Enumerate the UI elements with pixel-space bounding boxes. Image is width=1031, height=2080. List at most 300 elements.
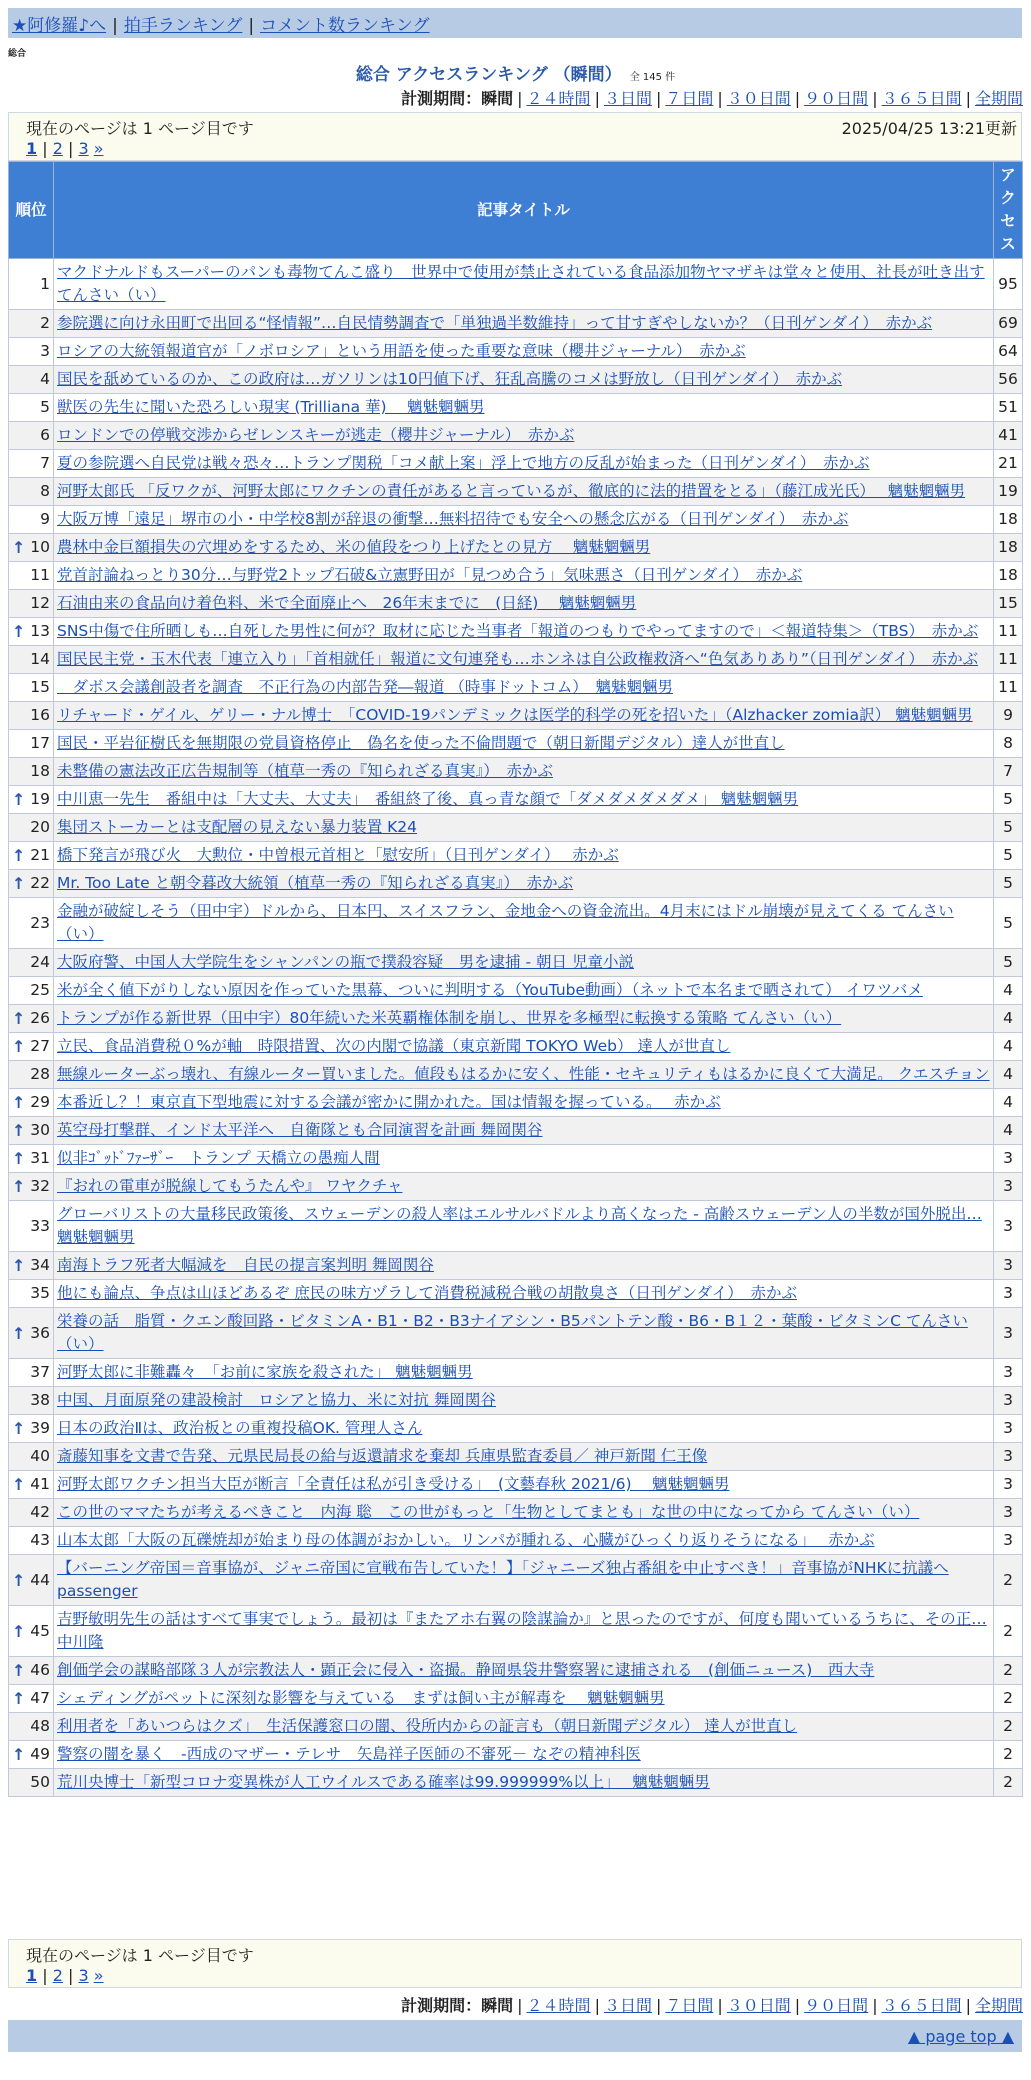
table-row bbox=[9, 1713, 1023, 1741]
table-row bbox=[9, 702, 1023, 730]
article-title-link[interactable]: 金融が破綻しそう（田中宇）ドルから、日本円、スイスフラン、金地金への資金流出。4月末にはドル崩壊が見えてくる てんさい（い） bbox=[57, 902, 954, 943]
period-separator: | bbox=[872, 1996, 878, 2015]
rank-cell bbox=[9, 758, 54, 786]
rank-number: 24 bbox=[30, 953, 50, 971]
period-option-link[interactable]: ９０日間 bbox=[804, 89, 869, 108]
title-cell bbox=[54, 702, 994, 730]
period-separator: | bbox=[594, 89, 600, 108]
access-count: 21 bbox=[994, 450, 1023, 478]
access-count: 5 bbox=[994, 786, 1023, 814]
rank-cell bbox=[9, 590, 54, 618]
table-row bbox=[9, 1415, 1023, 1443]
access-count: 5 bbox=[994, 870, 1023, 898]
rank-number: 39 bbox=[30, 1419, 50, 1437]
rank-cell bbox=[9, 1769, 54, 1797]
table-row bbox=[9, 646, 1023, 674]
period-separator: | bbox=[965, 89, 971, 108]
table-row bbox=[9, 259, 1023, 310]
article-title-link[interactable]: 『おれの電車が脱線してもうたんや』 ワヤクチャ bbox=[57, 1177, 403, 1195]
rank-up-arrow-icon: ↑ bbox=[12, 1621, 26, 1641]
access-count: 4 bbox=[994, 1033, 1023, 1061]
article-title-link[interactable]: 似非ｺﾞｯﾄﾞﾌｧｰｻﾞｰ トランプ 天橋立の愚痴人間 bbox=[57, 1149, 380, 1167]
rank-cell bbox=[9, 478, 54, 506]
rank-cell bbox=[9, 870, 54, 898]
col-header-access: アクセス bbox=[994, 162, 1023, 259]
period-option-link[interactable]: ２４時間 bbox=[526, 89, 591, 108]
period-separator: | bbox=[965, 1996, 971, 2015]
article-title-link[interactable]: 山本太郎「大阪の瓦礫焼却が始まり母の体調がおかしい。リンパが腫れる、心臓がひっくり返りそうになる」 赤かぶ bbox=[57, 1531, 875, 1549]
rank-number: 10 bbox=[30, 538, 50, 556]
access-count: 9 bbox=[994, 702, 1023, 730]
article-title-link[interactable]: 中川恵一先生 番組中は「大丈夫、大丈夫」 番組終了後、真っ青な顔で「ダメダメダメダメ」 魑魅魍魎男 bbox=[57, 790, 799, 808]
rank-number: 43 bbox=[30, 1531, 50, 1549]
rank-number: 40 bbox=[30, 1447, 50, 1465]
article-title-link[interactable]: 獣医の先生に聞いた恐ろしい現実 (Trilliana 華) 魑魅魍魎男 bbox=[57, 398, 485, 416]
rank-cell bbox=[9, 1499, 54, 1527]
table-row bbox=[9, 898, 1023, 949]
rank-cell bbox=[9, 1606, 54, 1657]
rank-number: 50 bbox=[30, 1773, 50, 1791]
rank-cell bbox=[9, 394, 54, 422]
top-nav-bar bbox=[8, 8, 1022, 38]
rank-cell bbox=[9, 310, 54, 338]
page-separator: | bbox=[62, 139, 79, 158]
table-row bbox=[9, 562, 1023, 590]
article-title-link[interactable]: ダボス会議創設者を調査 不正行為の内部告発―報道 （時事ドットコム） 魑魅魍魎男 bbox=[57, 678, 673, 696]
rank-number: 28 bbox=[30, 1065, 50, 1083]
rank-number: 19 bbox=[30, 790, 50, 808]
rank-number: 18 bbox=[30, 762, 50, 780]
table-row bbox=[9, 534, 1023, 562]
table-row bbox=[9, 870, 1023, 898]
clap-ranking-link[interactable]: 拍手ランキング bbox=[123, 16, 243, 36]
title-cell bbox=[54, 1173, 994, 1201]
access-count: 3 bbox=[994, 1173, 1023, 1201]
title-cell bbox=[54, 422, 994, 450]
rank-cell bbox=[9, 1145, 54, 1173]
rank-cell bbox=[9, 646, 54, 674]
access-count: 2 bbox=[994, 1657, 1023, 1685]
table-row bbox=[9, 618, 1023, 646]
access-count: 56 bbox=[994, 366, 1023, 394]
table-row bbox=[9, 1033, 1023, 1061]
title-cell bbox=[54, 1741, 994, 1769]
title-cell bbox=[54, 478, 994, 506]
article-title-link[interactable]: 斎藤知事を文書で告発、元県民局長の給与返還請求を棄却 兵庫県監査委員／ 神戸新聞 仁王像 bbox=[57, 1447, 708, 1465]
rank-cell bbox=[9, 949, 54, 977]
table-row bbox=[9, 1252, 1023, 1280]
period-option-link[interactable]: ２４時間 bbox=[526, 1996, 591, 2015]
title-cell bbox=[54, 1061, 994, 1089]
page-link-current[interactable]: 1 bbox=[26, 1966, 38, 1985]
rank-number: 20 bbox=[30, 818, 50, 836]
rank-number: 34 bbox=[30, 1256, 50, 1274]
rank-cell bbox=[9, 1201, 54, 1252]
title-cell bbox=[54, 366, 994, 394]
page-links bbox=[26, 139, 104, 158]
article-title-link[interactable]: リチャード・ゲイル、ゲリー・ナル博士 「COVID-19パンデミックは医学的科学の死を招いた」（Alzhacker zomia訳） 魑魅魍魎男 bbox=[57, 706, 973, 724]
article-title-link[interactable]: 国民民主党・玉木代表「連立入り」「首相就任」報道に文句連発も…ホンネは自公政権救済へ“色気ありあり”（日刊ゲンダイ） 赤かぶ bbox=[57, 650, 979, 668]
page-link-current[interactable]: 1 bbox=[26, 139, 38, 158]
table-row bbox=[9, 1201, 1023, 1252]
title-cell bbox=[54, 1089, 994, 1117]
category-label: 総合 bbox=[8, 49, 27, 59]
current-page-text: 現在のページは 1 ページ目です bbox=[26, 1946, 254, 1965]
article-title-link[interactable]: 無線ルーターぶっ壊れ、有線ルーター買いました。値段もはるかに安く、性能・セキュリティもはるかに良くて大満足。 クエスチョン bbox=[57, 1065, 990, 1083]
article-title-link[interactable]: ロンドンでの停戦交渉からゼレンスキーが逃走（櫻井ジャーナル） 赤かぶ bbox=[57, 426, 575, 444]
period-current: 瞬間 bbox=[481, 89, 514, 108]
rank-number: 35 bbox=[30, 1284, 50, 1302]
period-separator: | bbox=[594, 1996, 600, 2015]
table-row bbox=[9, 1359, 1023, 1387]
ranking-table bbox=[8, 161, 1023, 1797]
rank-up-arrow-icon: ↑ bbox=[12, 1689, 26, 1708]
access-count: 18 bbox=[994, 506, 1023, 534]
access-count: 3 bbox=[994, 1499, 1023, 1527]
title-cell bbox=[54, 1415, 994, 1443]
home-link[interactable]: ★阿修羅♪へ bbox=[12, 16, 107, 36]
article-title-link[interactable]: 参院選に向け永田町で出回る“怪情報”…自民情勢調査で「単独過半数維持」って甘すぎやしないか？（日刊ゲンダイ） 赤かぶ bbox=[57, 314, 933, 332]
rank-cell bbox=[9, 506, 54, 534]
rank-number: 36 bbox=[30, 1323, 50, 1342]
rank-cell bbox=[9, 1033, 54, 1061]
access-count: 5 bbox=[994, 949, 1023, 977]
rank-number: 25 bbox=[30, 981, 50, 999]
rank-up-arrow-icon: ↑ bbox=[12, 846, 26, 865]
item-count: 全 145 件 bbox=[629, 72, 676, 83]
access-count: 5 bbox=[994, 842, 1023, 870]
updated-timestamp: 2025/04/25 13:21更新 bbox=[841, 119, 1017, 138]
rank-cell bbox=[9, 786, 54, 814]
title-cell bbox=[54, 814, 994, 842]
page-link[interactable]: 2 bbox=[52, 1966, 63, 1985]
ranking-title: 総合 アクセスランキング （瞬間） bbox=[355, 65, 622, 85]
access-count: 5 bbox=[994, 898, 1023, 949]
rank-number: 5 bbox=[40, 398, 50, 416]
page-top-link[interactable]: ▲ page top ▲ bbox=[907, 2027, 1014, 2046]
title-cell bbox=[54, 1443, 994, 1471]
table-row bbox=[9, 1173, 1023, 1201]
period-option-link[interactable]: ３日間 bbox=[603, 89, 652, 108]
page-link[interactable]: 3 bbox=[78, 1966, 89, 1985]
article-title-link[interactable]: 国民を舐めているのか、この政府は…ガソリンは10円値下げ、狂乱高騰のコメは野放し（日刊ゲンダイ） 赤かぶ bbox=[57, 370, 843, 388]
article-title-link[interactable]: 警察の闇を暴く -西成のマザー・テレサ 矢島祥子医師の不審死－ なぞの精神科医 bbox=[57, 1745, 641, 1763]
period-separator: | bbox=[794, 1996, 801, 2015]
title-cell bbox=[54, 1527, 994, 1555]
article-title-link[interactable]: 農林中金巨額損失の穴埋めをするため、米の値段をつり上げたとの見方 魑魅魍魎男 bbox=[57, 538, 651, 556]
access-count: 3 bbox=[994, 1415, 1023, 1443]
rank-number: 7 bbox=[40, 454, 50, 472]
article-title-link[interactable]: 未整備の憲法改正広告規制等（植草一秀の『知られざる真実』） 赤かぶ bbox=[57, 762, 554, 780]
table-row bbox=[9, 422, 1023, 450]
article-title-link[interactable]: 石油由来の食品向け着色料、米で全面廃止へ 26年末までに (日経) 魑魅魍魎男 bbox=[57, 594, 637, 612]
table-row bbox=[9, 1606, 1023, 1657]
rank-number: 48 bbox=[30, 1717, 50, 1735]
period-separator: | bbox=[872, 89, 878, 108]
rank-up-arrow-icon: ↑ bbox=[12, 1149, 26, 1168]
article-title-link[interactable]: 党首討論ねっとり30分…与野党2トップ石破&立憲野田が「見つめ合う」気味悪さ（日刊ゲンダイ） 赤かぶ bbox=[57, 566, 803, 584]
footer-bar bbox=[8, 2020, 1022, 2052]
table-row bbox=[9, 1769, 1023, 1797]
period-option-link[interactable]: ３日間 bbox=[603, 1996, 652, 2015]
article-title-link[interactable]: 創価学会の謀略部隊３人が宗教法人・顕正会に侵入・盗撮。静岡県袋井警察署に逮捕される (創価ニュース) 西大寺 bbox=[57, 1661, 875, 1679]
rank-number: 11 bbox=[30, 566, 50, 584]
rank-up-arrow-icon: ↑ bbox=[12, 1009, 26, 1028]
rank-number: 44 bbox=[30, 1570, 50, 1589]
article-title-link[interactable]: 立民、食品消費税０%が軸 時限措置、次の内閣で協議（東京新聞 TOKYO Web） 達人が世直し bbox=[57, 1037, 731, 1055]
period-option-link[interactable]: ３６５日間 bbox=[881, 89, 962, 108]
table-row bbox=[9, 1555, 1023, 1606]
next-page-link[interactable]: » bbox=[93, 1966, 104, 1985]
period-separator: | bbox=[517, 89, 523, 108]
table-row bbox=[9, 1471, 1023, 1499]
rank-number: 26 bbox=[30, 1009, 50, 1027]
table-row bbox=[9, 786, 1023, 814]
article-title-link[interactable]: 河野太郎氏 「反ワクが、河野太郎にワクチンの責任があると言っているが、徹底的に法的措置をとる」（藤江成光氏） 魑魅魍魎男 bbox=[57, 482, 966, 500]
rank-cell bbox=[9, 898, 54, 949]
rank-cell bbox=[9, 1415, 54, 1443]
rank-up-arrow-icon: ↑ bbox=[12, 1745, 26, 1764]
comment-ranking-link[interactable]: コメント数ランキング bbox=[260, 16, 430, 36]
period-option-link[interactable]: ３０日間 bbox=[726, 1996, 791, 2015]
table-row bbox=[9, 1741, 1023, 1769]
title-cell bbox=[54, 1359, 994, 1387]
rank-cell bbox=[9, 1173, 54, 1201]
rank-number: 4 bbox=[40, 370, 50, 388]
access-count: 41 bbox=[994, 422, 1023, 450]
paging-box-bottom bbox=[8, 1939, 1022, 1988]
title-cell bbox=[54, 949, 994, 977]
access-count: 5 bbox=[994, 814, 1023, 842]
article-title-link[interactable]: ロシアの大統領報道官が「ノボロシア」という用語を使った重要な意味（櫻井ジャーナル） 赤かぶ bbox=[57, 342, 746, 360]
rank-number: 3 bbox=[40, 342, 50, 360]
article-title-link[interactable]: 他にも論点、争点は山ほどあるぞ 庶民の味方ヅラして消費税減税合戦の胡散臭さ（日刊ゲンダイ） 赤かぶ bbox=[57, 1284, 797, 1302]
table-row bbox=[9, 1061, 1023, 1089]
period-option-link[interactable]: 全期間 bbox=[974, 89, 1023, 108]
title-cell bbox=[54, 786, 994, 814]
table-row bbox=[9, 366, 1023, 394]
access-count: 3 bbox=[994, 1145, 1023, 1173]
rank-number: 16 bbox=[30, 706, 50, 724]
article-title-link[interactable]: SNS中傷で住所晒しも…自死した男性に何が？取材に応じた当事者「報道のつもりでやってますので」＜報道特集＞（TBS） 赤かぶ bbox=[57, 622, 979, 640]
period-option-link[interactable]: ３６５日間 bbox=[881, 1996, 962, 2015]
rank-number: 6 bbox=[40, 426, 50, 444]
rank-cell bbox=[9, 1387, 54, 1415]
article-title-link[interactable]: 橋下発言が飛び火 大勲位・中曽根元首相と「慰安所」（日刊ゲンダイ） 赤かぶ bbox=[57, 846, 619, 864]
rank-up-arrow-icon: ↑ bbox=[12, 1037, 26, 1056]
article-title-link[interactable]: 集団ストーカーとは支配層の見えない暴力装置 K24 bbox=[57, 818, 418, 836]
rank-cell bbox=[9, 534, 54, 562]
article-title-link[interactable]: 利用者を「あいつらはクズ」 生活保護窓口の闇、役所内からの証言も（朝日新聞デジタル） 達人が世直し bbox=[57, 1717, 798, 1735]
table-row bbox=[9, 842, 1023, 870]
rank-up-arrow-icon: ↑ bbox=[12, 1121, 26, 1140]
article-title-link[interactable]: 吉野敏明先生の話はすべて事実でしょう。最初は『またアホ右翼の陰謀論か』と思ったのですが、何度も聞いているうちに、その正… 中川隆 bbox=[57, 1610, 987, 1651]
access-count: 3 bbox=[994, 1280, 1023, 1308]
table-row bbox=[9, 450, 1023, 478]
article-title-link[interactable]: 【バーニング帝国＝音事協が、ジャニ帝国に宣戦布告していた！】「ジャニーズ独占番組を中止すべき！」音事協がNHKに抗議へ passenger bbox=[57, 1559, 949, 1600]
access-count: 4 bbox=[994, 1117, 1023, 1145]
access-count: 2 bbox=[994, 1713, 1023, 1741]
article-title-link[interactable]: 河野太郎ワクチン担当大臣が断言「全責任は私が引き受ける」 (文藝春秋 2021/6) 魑魅魍魎男 bbox=[57, 1475, 730, 1493]
table-row bbox=[9, 1527, 1023, 1555]
table-row bbox=[9, 758, 1023, 786]
rank-up-arrow-icon: ↑ bbox=[12, 790, 26, 809]
rank-cell bbox=[9, 1527, 54, 1555]
article-title-link[interactable]: 南海トラフ死者大幅減を 自民の提言案判明 舞岡関谷 bbox=[57, 1256, 434, 1274]
page-link[interactable]: 3 bbox=[78, 139, 89, 158]
article-title-link[interactable]: 国民・平岩征樹氏を無期限の党員資格停止 偽名を使った不倫問題で（朝日新聞デジタル）達人が世直し bbox=[57, 734, 785, 752]
title-cell bbox=[54, 338, 994, 366]
next-page-link[interactable]: » bbox=[93, 139, 104, 158]
rank-number: 22 bbox=[30, 874, 50, 892]
table-row bbox=[9, 814, 1023, 842]
title-cell bbox=[54, 1769, 994, 1797]
title-cell bbox=[54, 1499, 994, 1527]
rank-cell bbox=[9, 259, 54, 310]
access-count: 3 bbox=[994, 1527, 1023, 1555]
page-separator: | bbox=[62, 1966, 79, 1985]
rank-cell bbox=[9, 674, 54, 702]
period-separator: | bbox=[655, 89, 662, 108]
table-row bbox=[9, 478, 1023, 506]
article-title-link[interactable]: 荒川央博士「新型コロナ変異株が人工ウイルスである確率は99.999999%以上」 魑魅魍魎男 bbox=[57, 1773, 710, 1791]
rank-cell bbox=[9, 1252, 54, 1280]
article-title-link[interactable]: 大阪府警、中国人大学院生をシャンパンの瓶で撲殺容疑 男を逮捕 - 朝日 児童小説 bbox=[57, 953, 634, 971]
access-count: 64 bbox=[994, 338, 1023, 366]
table-row bbox=[9, 1657, 1023, 1685]
article-title-link[interactable]: 日本の政治Ⅱは、政治板との重複投稿OK. 管理人さん bbox=[57, 1419, 423, 1437]
access-count: 3 bbox=[994, 1387, 1023, 1415]
period-option-link[interactable]: ７日間 bbox=[665, 1996, 714, 2015]
period-current: 瞬間 bbox=[481, 1996, 514, 2015]
title-cell bbox=[54, 562, 994, 590]
rank-number: 12 bbox=[30, 594, 50, 612]
rank-cell bbox=[9, 1005, 54, 1033]
page-separator: | bbox=[37, 1966, 53, 1985]
article-title-link[interactable]: 栄養の話 脂質・クエン酸回路・ビタミンA・B1・B2・B3ナイアシン・B5パントテン酸・B6・B１２・葉酸・ビタミンC てんさい（い） bbox=[57, 1312, 968, 1353]
rank-up-arrow-icon: ↑ bbox=[12, 1323, 26, 1343]
page-link[interactable]: 2 bbox=[52, 139, 63, 158]
article-title-link[interactable]: 英空母打撃群、インド太平洋へ 自衛隊とも合同演習を計画 舞岡関谷 bbox=[57, 1121, 543, 1139]
period-option-link[interactable]: ７日間 bbox=[665, 89, 714, 108]
nav-separator: | bbox=[248, 16, 255, 36]
page-separator: | bbox=[37, 139, 53, 158]
title-cell bbox=[54, 1308, 994, 1359]
access-count: 95 bbox=[994, 259, 1023, 310]
rank-cell bbox=[9, 1471, 54, 1499]
access-count: 19 bbox=[994, 478, 1023, 506]
article-title-link[interactable]: Mr. Too Late と朝令暮改大統領（植草一秀の『知られざる真実』） 赤かぶ bbox=[57, 874, 574, 892]
table-row bbox=[9, 310, 1023, 338]
access-count: 2 bbox=[994, 1606, 1023, 1657]
rank-cell bbox=[9, 842, 54, 870]
article-title-link[interactable]: 本番近し？！東京直下型地震に対する会議が密かに開かれた。国は情報を握っている。 赤かぶ bbox=[57, 1093, 721, 1111]
period-label: 計測期間： bbox=[401, 89, 482, 108]
rank-up-arrow-icon: ↑ bbox=[12, 874, 26, 893]
article-title-link[interactable]: この世のママたちが考えるべきこと 内海 聡 この世がもっと「生物としてまとも」な世の中になってから てんさい（い） bbox=[57, 1503, 920, 1521]
rank-cell bbox=[9, 366, 54, 394]
article-title-link[interactable]: マクドナルドもスーパーのパンも毒物てんこ盛り 世界中で使用が禁止されている食品添加物ヤマザキは堂々と使用、社長が吐き出す てんさい（い） bbox=[57, 263, 985, 304]
rank-number: 15 bbox=[30, 678, 50, 696]
period-option-link[interactable]: 全期間 bbox=[974, 1996, 1023, 2015]
rank-up-arrow-icon: ↑ bbox=[12, 1093, 26, 1112]
rank-number: 47 bbox=[30, 1689, 50, 1707]
nav-separator: | bbox=[112, 16, 118, 36]
rank-number: 41 bbox=[30, 1475, 50, 1493]
col-header-rank: 順位 bbox=[9, 162, 54, 259]
rank-number: 9 bbox=[40, 510, 50, 528]
title-cell bbox=[54, 1280, 994, 1308]
access-count: 69 bbox=[994, 310, 1023, 338]
title-cell bbox=[54, 1471, 994, 1499]
table-row bbox=[9, 1308, 1023, 1359]
article-title-link[interactable]: 中国、月面原発の建設検討 ロシアと協力、米に対抗 舞岡関谷 bbox=[57, 1391, 496, 1409]
rank-up-arrow-icon: ↑ bbox=[12, 1177, 26, 1196]
article-title-link[interactable]: トランプが作る新世界（田中宇）80年続いた米英覇権体制を崩し、世界を多極型に転換する策略 てんさい（い） bbox=[57, 1009, 842, 1027]
article-title-link[interactable]: 大阪万博「遠足」堺市の小・中学校8割が辞退の衝撃…無料招待でも安全への懸念広がる（日刊ゲンダイ） 赤かぶ bbox=[57, 510, 849, 528]
rank-number: 13 bbox=[30, 622, 50, 640]
table-row bbox=[9, 1117, 1023, 1145]
access-count: 3 bbox=[994, 1443, 1023, 1471]
rank-cell bbox=[9, 730, 54, 758]
title-cell bbox=[54, 1033, 994, 1061]
rank-number: 38 bbox=[30, 1391, 50, 1409]
rank-cell bbox=[9, 1555, 54, 1606]
title-cell bbox=[54, 1606, 994, 1657]
article-title-link[interactable]: シェディングがペットに深刻な影響を与えている まずは飼い主が解毒を 魑魅魍魎男 bbox=[57, 1689, 665, 1707]
rank-number: 46 bbox=[30, 1661, 50, 1679]
table-row bbox=[9, 506, 1023, 534]
rank-up-arrow-icon: ↑ bbox=[12, 538, 26, 557]
access-count: 4 bbox=[994, 1061, 1023, 1089]
access-count: 3 bbox=[994, 1359, 1023, 1387]
title-cell bbox=[54, 1005, 994, 1033]
article-title-link[interactable]: 夏の参院選へ自民党は戦々恐々…トランプ関税「コメ献上案」浮上で地方の反乱が始まった（日刊ゲンダイ） 赤かぶ bbox=[57, 454, 870, 472]
title-cell bbox=[54, 590, 994, 618]
period-separator: | bbox=[794, 89, 801, 108]
col-header-title: 記事タイトル bbox=[54, 162, 994, 259]
title-cell bbox=[54, 1117, 994, 1145]
rank-cell bbox=[9, 977, 54, 1005]
rank-cell bbox=[9, 1685, 54, 1713]
period-separator: | bbox=[655, 1996, 662, 2015]
rank-cell bbox=[9, 422, 54, 450]
access-count: 15 bbox=[994, 590, 1023, 618]
rank-cell bbox=[9, 1443, 54, 1471]
article-title-link[interactable]: グローバリストの大量移民政策後、スウェーデンの殺人率はエルサルバドルより高くなった - 高齢スウェーデン人の半数が国外脱出… 魑魅魍魎男 bbox=[57, 1205, 982, 1246]
rank-up-arrow-icon: ↑ bbox=[12, 622, 26, 641]
period-option-link[interactable]: ９０日間 bbox=[804, 1996, 869, 2015]
title-cell bbox=[54, 758, 994, 786]
title-cell bbox=[54, 674, 994, 702]
title-cell bbox=[54, 259, 994, 310]
rank-number: 37 bbox=[30, 1363, 50, 1381]
period-separator: | bbox=[517, 1996, 523, 2015]
title-cell bbox=[54, 977, 994, 1005]
article-title-link[interactable]: 河野太郎に非難轟々 「お前に家族を殺された」 魑魅魍魎男 bbox=[57, 1363, 473, 1381]
article-title-link[interactable]: 米が全く値下がりしない原因を作っていた黒幕、ついに判明する（YouTube動画）（ネットで本名まで晒されて） イワツバメ bbox=[57, 981, 923, 999]
rank-number: 14 bbox=[30, 650, 50, 668]
current-page-text: 現在のページは 1 ページ目です bbox=[26, 119, 254, 138]
page-links bbox=[26, 1966, 104, 1985]
title-cell bbox=[54, 1713, 994, 1741]
period-option-link[interactable]: ３０日間 bbox=[726, 89, 791, 108]
ranking-heading bbox=[0, 60, 1031, 85]
title-cell bbox=[54, 842, 994, 870]
rank-number: 8 bbox=[40, 482, 50, 500]
rank-number: 21 bbox=[30, 846, 50, 864]
access-count: 2 bbox=[994, 1769, 1023, 1797]
